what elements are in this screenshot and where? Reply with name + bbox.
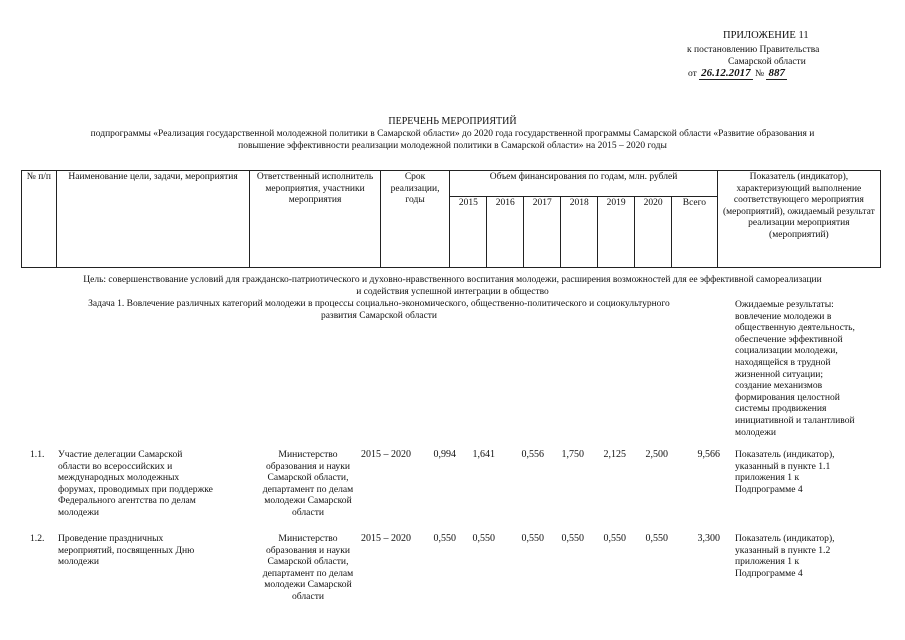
expected-line: жизненной ситуации; (735, 368, 823, 380)
expected-line: вовлечение молодежи в (735, 310, 832, 322)
col-funding-header: Объем финансирования по годам, млн. рублей (450, 171, 717, 197)
indicator-line: указанный в пункте 1.2 (735, 544, 831, 556)
expected-results (735, 299, 885, 438)
expected-line: создание механизмов (735, 380, 823, 392)
appendix-line1: к постановлению Правительства (687, 45, 820, 55)
resp-line: молодежи Самарской (264, 579, 352, 591)
indicator-line: Подпрограмме 4 (735, 483, 803, 495)
year-header: 2017 (524, 197, 561, 268)
col-name-header: Наименование цели, задачи, мероприятия (56, 171, 250, 268)
value-2015: 0,550 (433, 533, 456, 544)
expected-line: формирования целостной (735, 391, 840, 403)
indicator-line: Показатель (индикатор), (735, 533, 835, 544)
value-2015: 0,994 (433, 449, 456, 460)
col-term-header: Срок реализации, годы (380, 171, 450, 268)
value-2016: 0,550 (472, 533, 495, 544)
resp-line: области (291, 590, 325, 602)
name-line: Участие делегации Самарской (58, 449, 183, 460)
name-line: мероприятий, посвященных Дню (58, 544, 195, 556)
resp-line: Министерство (278, 533, 338, 544)
row-term: 2015 – 2020 (361, 449, 411, 460)
row-number: 1.1. (30, 449, 45, 460)
year-header: 2019 (598, 197, 635, 268)
row-number: 1.2. (30, 533, 45, 544)
row-term: 2015 – 2020 (361, 533, 411, 544)
appendix-date-line (688, 68, 858, 81)
appendix-title: ПРИЛОЖЕНИЕ 11 (723, 30, 809, 41)
indicator-line: приложения 1 к (735, 556, 800, 568)
heading-line1: подпрограммы «Реализация государственной молодежной политики в Самарской области» до 2020 года государственной программы Самарской области «Развитие образования и (90, 129, 815, 139)
expected-line: социализации молодежи, (735, 345, 838, 357)
goal-line1: Цель: совершенствование условий для гражданско-патриотического и духовно-нравственного воспитания молодежи, расширения возможностей для ее эффективной самореализации (83, 275, 822, 285)
goal-line2: и содействия успешной интеграции в общество (356, 287, 549, 297)
col-no-header: № п/п (22, 171, 57, 268)
task-line1: Задача 1. Вовлечение различных категорий молодежи в процессы социально-экономического, общественно-политического и социокультурного (88, 299, 670, 309)
value-total: 3,300 (697, 533, 720, 544)
col-indicator-header: Показатель (индикатор), характеризующий выполнение соответствующего мероприятия (мероприятий), ожидаемый результат реализации мероприятия (мероприятий) (717, 171, 880, 268)
indicator-line: Подпрограмме 4 (735, 567, 803, 579)
year-header: 2016 (487, 197, 524, 268)
expected-line: инициативной и талантливой (735, 414, 855, 426)
heading-line2: повышение эффективности реализации молодежной политики в Самарской области» на 2015 – 2020 годы (238, 141, 667, 151)
name-line: молодежи (58, 556, 99, 568)
resp-line: Самарской области, (267, 556, 349, 568)
expected-line: находящейся в трудной (735, 356, 831, 368)
expected-line: молодежи (735, 426, 776, 438)
page-title: ПЕРЕЧЕНЬ МЕРОПРИЯТИЙ (388, 116, 517, 127)
resp-line: департамент по делам (262, 483, 354, 495)
year-header: 2018 (561, 197, 598, 268)
row-indicator (735, 533, 885, 579)
indicator-line: указанный в пункте 1.1 (735, 460, 831, 472)
value-2020: 0,550 (645, 533, 668, 544)
expected-line: общественную деятельность, (735, 322, 855, 334)
value-2017: 0,550 (521, 533, 544, 544)
year-header: 2020 (635, 197, 672, 268)
year-header: 2015 (450, 197, 487, 268)
name-line: области во всероссийских и (58, 460, 173, 472)
resp-line: Министерство (278, 449, 338, 460)
name-line: форумах, проводимых при поддержке (58, 483, 213, 495)
value-2017: 0,556 (521, 449, 544, 460)
expected-line: системы продвижения (735, 403, 827, 415)
name-line: Проведение праздничных (58, 533, 164, 544)
task-line2: развития Самарской области (320, 311, 438, 321)
number-value: 887 (768, 67, 785, 79)
date-value: 26.12.2017 (701, 67, 751, 79)
date-prefix: от (688, 69, 697, 79)
expected-line: обеспечение эффективной (735, 333, 843, 345)
total-header: Всего (672, 197, 718, 268)
number-prefix: № (755, 69, 765, 79)
resp-line: Самарской области, (267, 472, 349, 484)
row-name (58, 533, 248, 568)
appendix-line2: Самарской области (728, 57, 806, 67)
name-line: международных молодежных (58, 472, 180, 484)
name-line: Федерального агентства по делам (58, 495, 196, 507)
resp-line: образования и науки (265, 544, 351, 556)
indicator-line: приложения 1 к (735, 472, 800, 484)
resp-line: области (291, 506, 325, 518)
value-2020: 2,500 (645, 449, 668, 460)
col-resp-header: Ответственный исполнитель мероприятия, участники мероприятия (250, 171, 380, 268)
value-2016: 1,641 (472, 449, 495, 460)
value-total: 9,566 (697, 449, 720, 460)
expected-line: Ожидаемые результаты: (735, 299, 834, 310)
indicator-line: Показатель (индикатор), (735, 449, 835, 460)
row-indicator (735, 449, 885, 495)
row-responsible (246, 449, 370, 519)
resp-line: молодежи Самарской (264, 495, 352, 507)
value-2018: 0,550 (561, 533, 584, 544)
row-responsible (246, 533, 370, 603)
value-2019: 2,125 (603, 449, 626, 460)
value-2019: 0,550 (603, 533, 626, 544)
name-line: молодежи (58, 506, 99, 518)
row-name (58, 449, 248, 519)
resp-line: департамент по делам (262, 567, 354, 579)
resp-line: образования и науки (265, 460, 351, 472)
value-2018: 1,750 (561, 449, 584, 460)
header-table (21, 170, 881, 268)
